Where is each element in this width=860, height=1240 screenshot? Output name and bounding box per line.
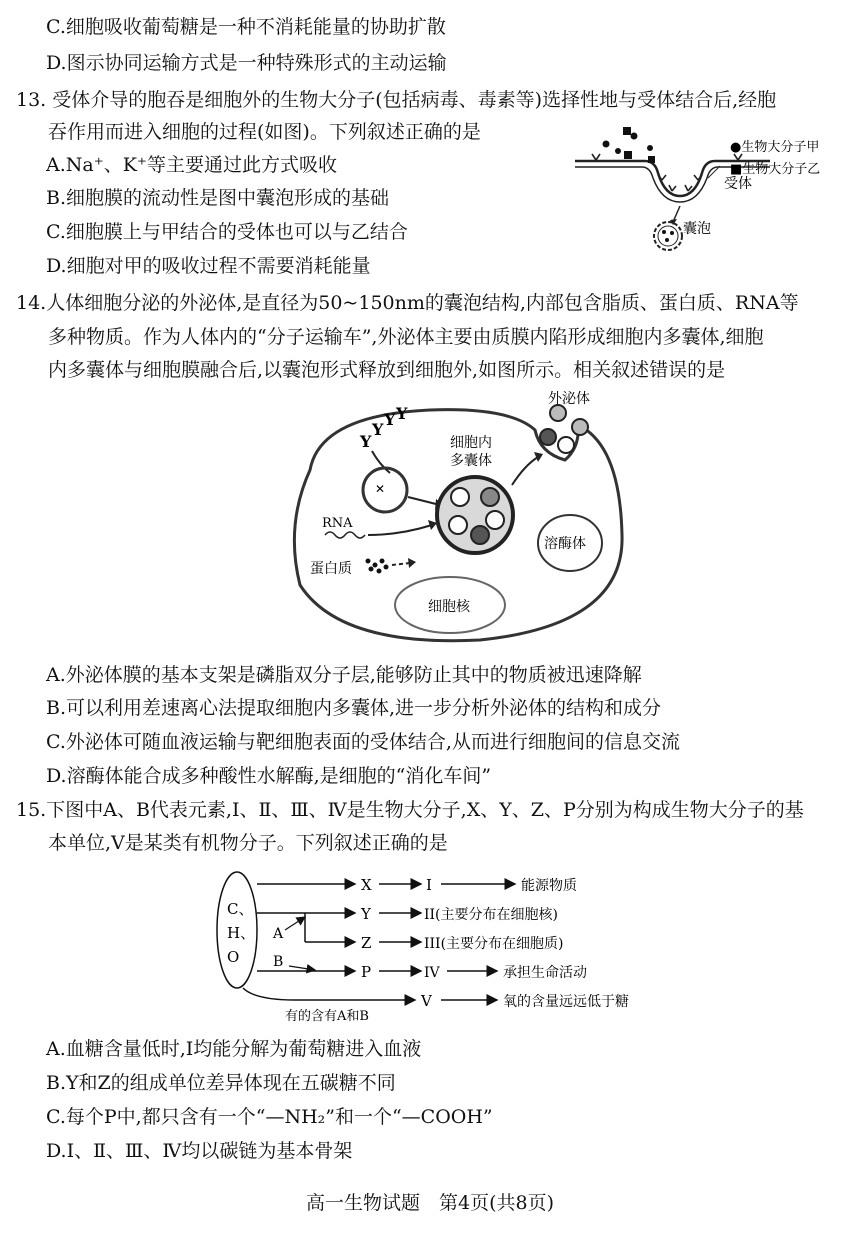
rna-label: RNA xyxy=(322,516,353,531)
q15-option-d: D.Ⅰ、Ⅱ、Ⅲ、Ⅳ均以碳链为基本骨架 xyxy=(46,1140,353,1162)
note-contains-a-b: 有的含有A和B xyxy=(285,1009,369,1024)
svg-text:✕: ✕ xyxy=(375,482,386,496)
unit-y: Y xyxy=(361,905,371,923)
element-o: O xyxy=(227,948,240,966)
element-b: B xyxy=(273,954,284,970)
q14-option-d: D.溶酶体能合成多种酸性水解酶,是细胞的“消化车间” xyxy=(46,765,492,787)
q13-option-c: C.细胞膜上与甲结合的受体也可以与乙结合 xyxy=(46,221,408,243)
function-i: 能源物质 xyxy=(521,878,577,894)
function-v: 氧的含量远远低于糖 xyxy=(503,994,629,1010)
q14-exosome-figure xyxy=(280,385,630,655)
macromolecule-iv: IV xyxy=(424,965,440,981)
q13-option-b: B.细胞膜的流动性是图中囊泡形成的基础 xyxy=(46,187,390,209)
q13-stem-line1: 13. 受体介导的胞吞是细胞外的生物大分子(包括病毒、毒素等)选择性地与受体结合后,经胞 xyxy=(16,89,777,111)
macromolecule-b-square xyxy=(623,127,631,135)
q14-stem-line2: 多种物质。作为人体内的“分子运输车”,外泌体主要由质膜内陷形成细胞内多囊体,细胞 xyxy=(48,326,764,348)
svg-text:Y: Y xyxy=(372,420,384,439)
legend-macromolecule-b: ■生物大分子乙 xyxy=(730,162,821,177)
nucleus-label: 细胞核 xyxy=(428,599,470,615)
q14-option-a: A.外泌体膜的基本支架是磷脂双分子层,能够防止其中的物质被迅速降解 xyxy=(46,664,642,686)
exosome-icon xyxy=(550,405,566,421)
q15-stem-line2: 本单位,Ⅴ是某类有机物分子。下列叙述正确的是 xyxy=(48,832,448,854)
element-c: C、 xyxy=(227,900,254,918)
protein-label: 蛋白质 xyxy=(310,561,352,577)
q15-stem-line1: 15.下图中A、B代表元素,Ⅰ、Ⅱ、Ⅲ、Ⅳ是生物大分子,X、Y、Z、P分别为构成生物大分子的基 xyxy=(16,799,804,821)
q15-option-a: A.血糖含量低时,Ⅰ均能分解为葡萄糖进入血液 xyxy=(46,1038,422,1060)
q13-endocytosis-figure xyxy=(570,118,860,253)
svg-text:Y: Y xyxy=(360,432,372,451)
svg-text:Y: Y xyxy=(384,410,396,429)
q14-stem-line1: 14.人体细胞分泌的外泌体,是直径为50~150nm的囊泡结构,内部包含脂质、蛋白质、RNA等 xyxy=(16,292,799,314)
unit-p: P xyxy=(361,963,372,981)
q14-stem-line3: 内多囊体与细胞膜融合后,以囊泡形式释放到细胞外,如图所示。相关叙述错误的是 xyxy=(48,359,726,381)
page-footer: 高一生物试题 第4页(共8页) xyxy=(305,1192,554,1214)
molecule-v: V xyxy=(421,992,432,1010)
receptor-label: 受体 xyxy=(724,176,752,192)
macromolecule-i: I xyxy=(426,876,432,894)
element-a: A xyxy=(273,926,284,942)
q14-option-b: B.可以利用差速离心法提取细胞内多囊体,进一步分析外泌体的结构和成分 xyxy=(46,697,662,719)
q13-stem-line2: 吞作用而进入细胞的过程(如图)。下列叙述正确的是 xyxy=(48,121,481,143)
q12-option-d: D.图示协同运输方式是一种特殊形式的主动运输 xyxy=(46,52,447,74)
lysosome-label: 溶酶体 xyxy=(544,536,586,552)
mvb-label-line1: 细胞内 xyxy=(450,435,492,451)
legend-macromolecule-a: ●生物大分子甲 xyxy=(730,140,820,155)
vesicle-label: 囊泡 xyxy=(683,221,711,237)
svg-text:Y: Y xyxy=(396,404,408,423)
q13-option-d: D.细胞对甲的吸收过程不需要消耗能量 xyxy=(46,255,371,277)
mvb-label-line2: 多囊体 xyxy=(450,453,492,469)
function-iv: 承担生命活动 xyxy=(503,965,587,981)
unit-z: Z xyxy=(361,934,372,952)
q15-concept-diagram xyxy=(215,862,685,1024)
macromolecule-iii: III(主要分布在细胞质) xyxy=(424,936,564,952)
element-h: H、 xyxy=(227,924,256,942)
q14-option-c: C.外泌体可随血液运输与靶细胞表面的受体结合,从而进行细胞间的信息交流 xyxy=(46,731,680,753)
q15-option-b: B.Y和Z的组成单位差异体现在五碳糖不同 xyxy=(46,1072,396,1094)
q12-option-c: C.细胞吸收葡萄糖是一种不消耗能量的协助扩散 xyxy=(46,16,446,38)
exosome-label: 外泌体 xyxy=(548,391,590,407)
q13-option-a: A.Na⁺、K⁺等主要通过此方式吸收 xyxy=(46,154,337,176)
q15-option-c: C.每个P中,都只含有一个“—NH₂”和一个“—COOH” xyxy=(46,1106,493,1128)
unit-x: X xyxy=(361,876,372,894)
macromolecule-ii: II(主要分布在细胞核) xyxy=(424,907,558,923)
macromolecule-a-dot xyxy=(603,141,610,148)
